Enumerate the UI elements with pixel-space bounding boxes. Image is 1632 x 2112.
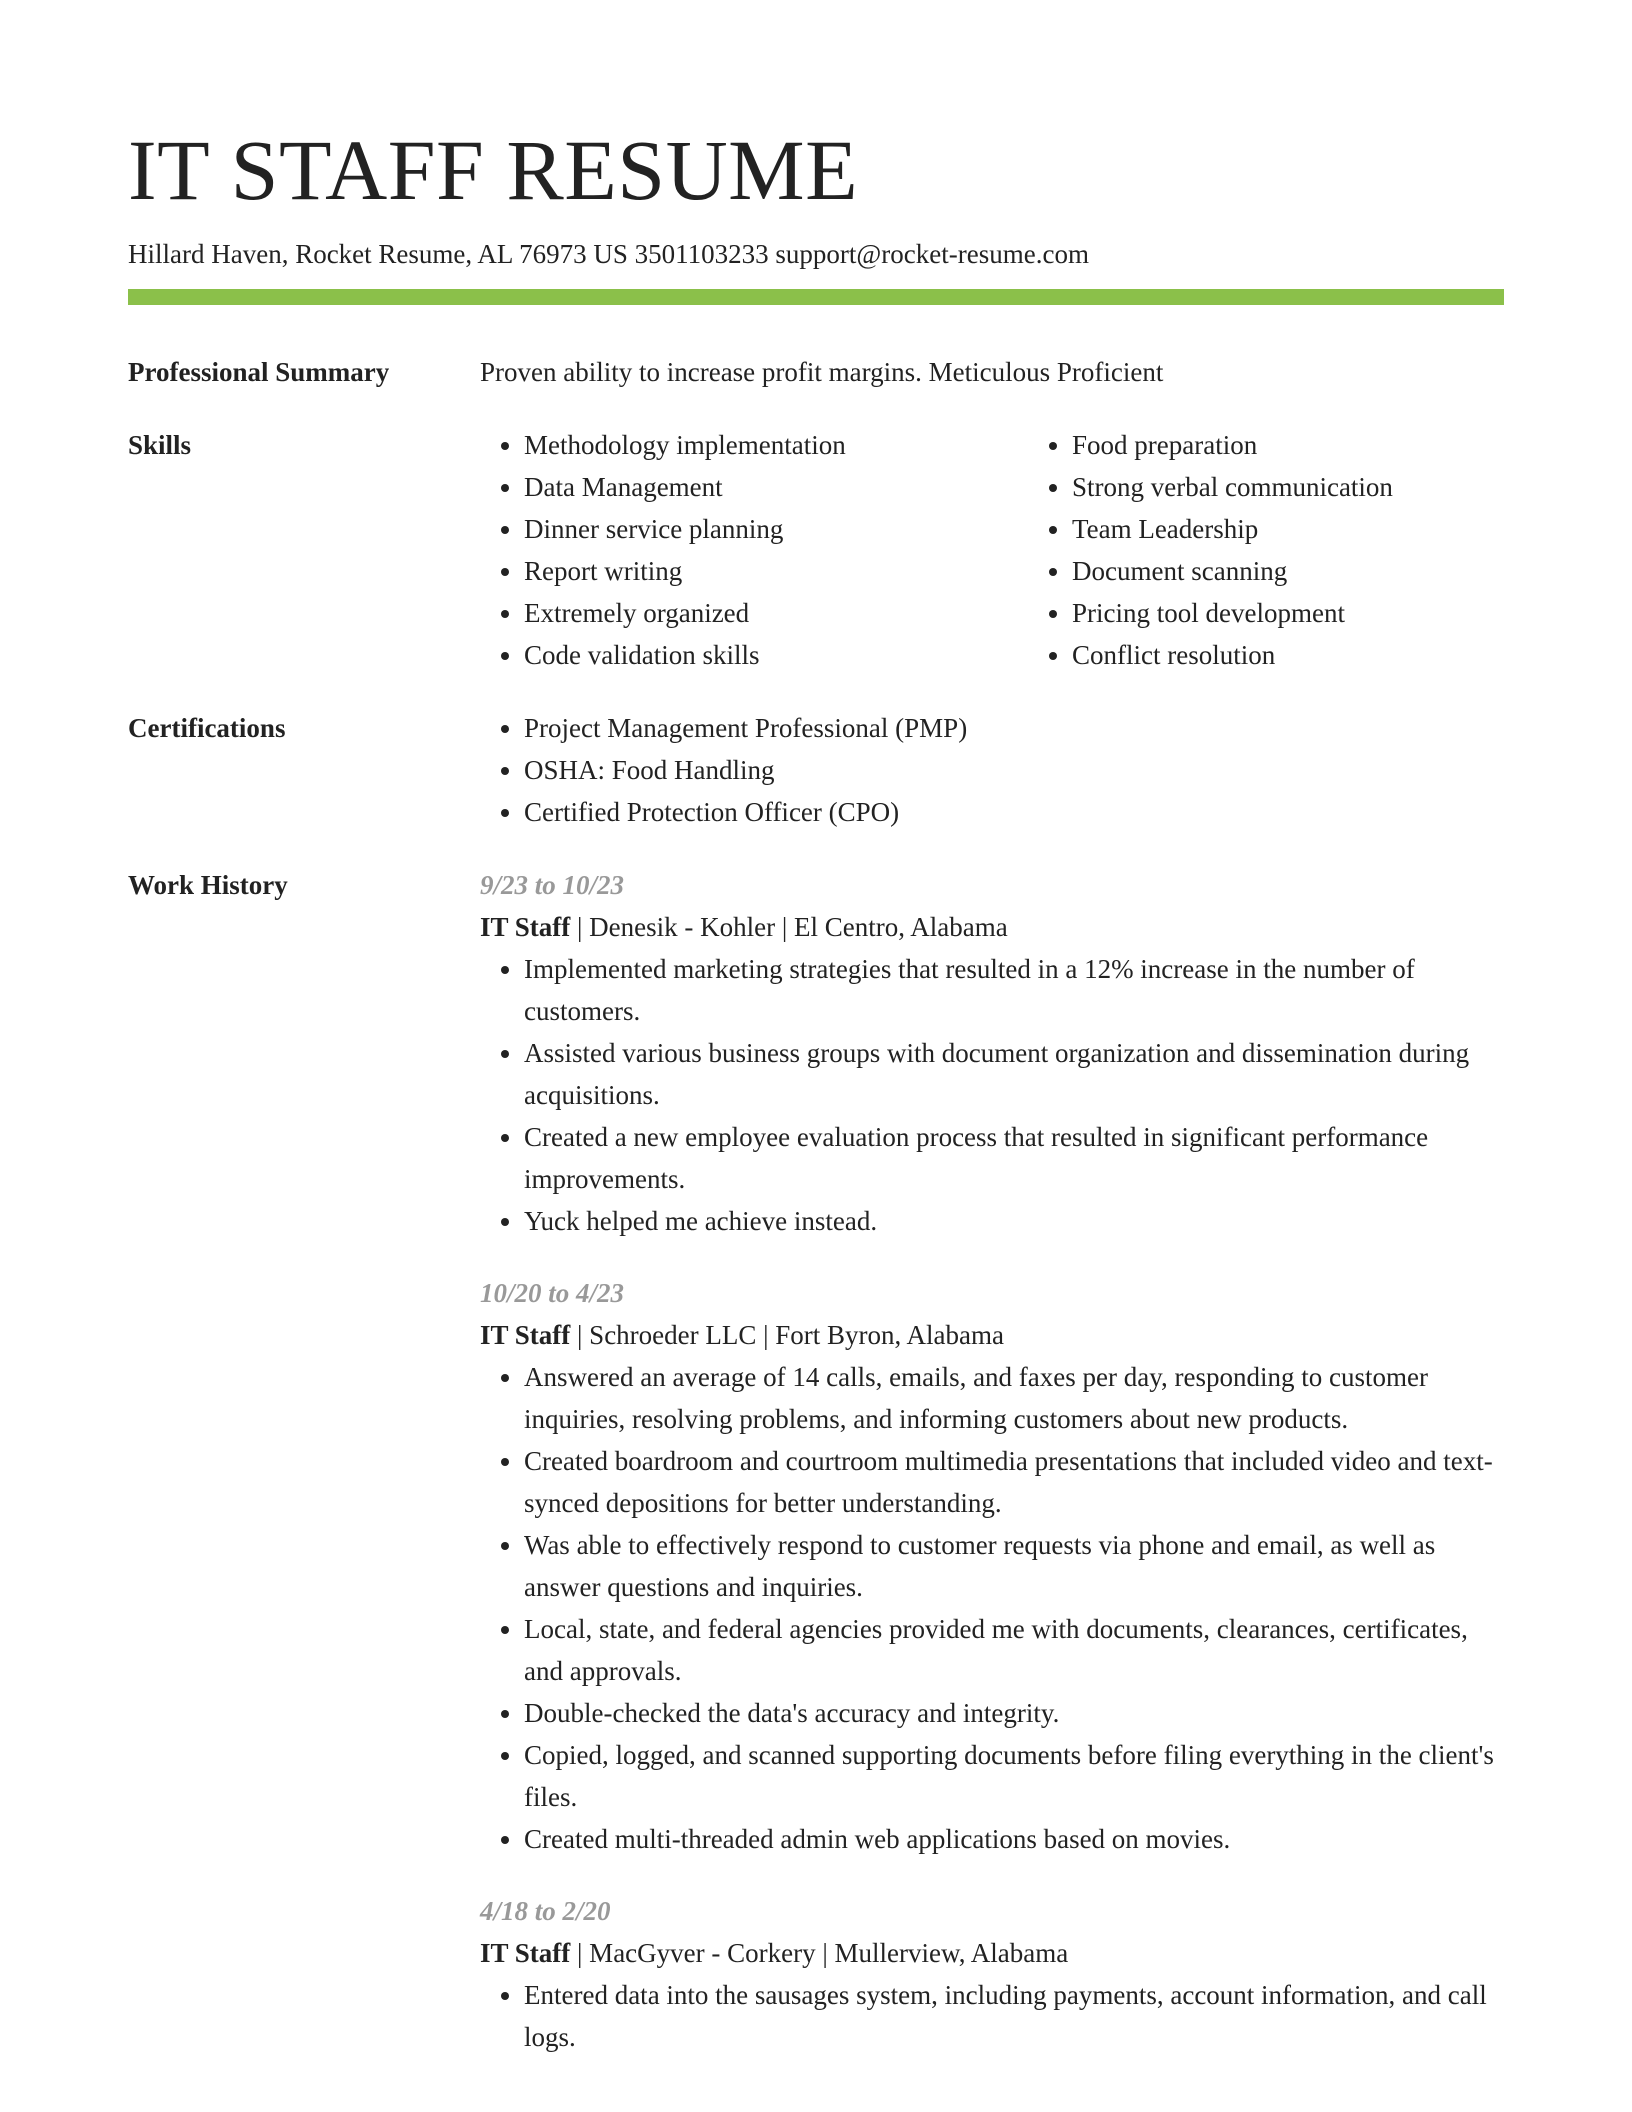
list-item: • Methodology implementation [524, 424, 1028, 466]
section-label-certifications: Certifications [128, 713, 286, 744]
list-item: • Answered an average of 14 calls, emails, and faxes per day, responding to customer inquiries, resolving problems, and informing customers about new products. [524, 1356, 1504, 1440]
list-item: • Pricing tool development [1072, 592, 1576, 634]
list-item: • Created boardroom and courtroom multimedia presentations that included video and text-synced depositions for better understanding. [524, 1440, 1504, 1524]
job-bullets [480, 1974, 1504, 2058]
job-dates: 10/20 to 4/23 [480, 1278, 625, 1309]
skills-grid [480, 424, 1576, 676]
list-item: • Implemented marketing strategies that resulted in a 12% increase in the number of customers. [524, 948, 1504, 1032]
job-title: IT Staff [480, 1938, 571, 1969]
summary-section [128, 351, 1504, 393]
list-item: • Code validation skills [524, 634, 1028, 676]
summary-text: Proven ability to increase profit margins. Meticulous Proficient [480, 357, 1164, 388]
job-title: IT Staff [480, 1320, 571, 1351]
job-title: IT Staff [480, 912, 571, 943]
section-label-work-history: Work History [128, 870, 288, 901]
job-entry [480, 1890, 1504, 2058]
skills-list-left [480, 424, 1028, 676]
job-entry [480, 1272, 1504, 1860]
job-bullets [480, 948, 1504, 1242]
job-employer-location: | Denesik - Kohler | El Centro, Alabama [570, 912, 1008, 943]
list-item: • OSHA: Food Handling [524, 749, 1504, 791]
list-item: • Yuck helped me achieve instead. [524, 1200, 1504, 1242]
skills-list-right [1028, 424, 1576, 676]
list-item: • Dinner service planning [524, 508, 1028, 550]
skills-section [128, 424, 1504, 676]
list-item: • Document scanning [1072, 550, 1576, 592]
contact-line: Hillard Haven, Rocket Resume, AL 76973 US 3501103233 support@rocket-resume.com [128, 239, 1089, 269]
list-item: • Was able to effectively respond to customer requests via phone and email, as well as answer questions and inquiries. [524, 1524, 1504, 1608]
list-item: • Data Management [524, 466, 1028, 508]
list-item: • Certified Protection Officer (CPO) [524, 791, 1504, 833]
job-dates: 4/18 to 2/20 [480, 1896, 611, 1927]
resume-title: IT STAFF RESUME [128, 122, 859, 218]
job-entry [480, 864, 1504, 1242]
list-item: • Conflict resolution [1072, 634, 1576, 676]
list-item: • Double-checked the data's accuracy and integrity. [524, 1692, 1504, 1734]
job-employer-location: | Schroeder LLC | Fort Byron, Alabama [570, 1320, 1005, 1351]
job-employer-location: | MacGyver - Corkery | Mullerview, Alabama [570, 1938, 1069, 1969]
list-item: • Report writing [524, 550, 1028, 592]
list-item: • Copied, logged, and scanned supporting documents before filing everything in the client's files. [524, 1734, 1504, 1818]
section-label-summary: Professional Summary [128, 357, 390, 388]
list-item: • Extremely organized [524, 592, 1028, 634]
list-item: • Food preparation [1072, 424, 1576, 466]
list-item: • Entered data into the sausages system, including payments, account information, and call logs. [524, 1974, 1504, 2058]
job-heading [480, 906, 1504, 948]
list-item: • Project Management Professional (PMP) [524, 707, 1504, 749]
list-item: • Strong verbal communication [1072, 466, 1576, 508]
work-history-section [128, 864, 1504, 2088]
list-item: • Team Leadership [1072, 508, 1576, 550]
accent-divider [128, 289, 1504, 305]
work-history-body [480, 864, 1504, 2088]
certifications-body [480, 707, 1504, 833]
list-item: • Created multi-threaded admin web applications based on movies. [524, 1818, 1504, 1860]
job-heading [480, 1932, 1504, 1974]
certifications-section [128, 707, 1504, 833]
list-item: • Assisted various business groups with document organization and dissemination during acquisitions. [524, 1032, 1504, 1116]
section-label-skills: Skills [128, 430, 192, 461]
job-heading [480, 1314, 1504, 1356]
list-item: • Created a new employee evaluation process that resulted in significant performance improvements. [524, 1116, 1504, 1200]
job-bullets [480, 1356, 1504, 1860]
job-dates: 9/23 to 10/23 [480, 870, 625, 901]
list-item: • Local, state, and federal agencies provided me with documents, clearances, certificates, and approvals. [524, 1608, 1504, 1692]
certifications-list [480, 707, 1504, 833]
